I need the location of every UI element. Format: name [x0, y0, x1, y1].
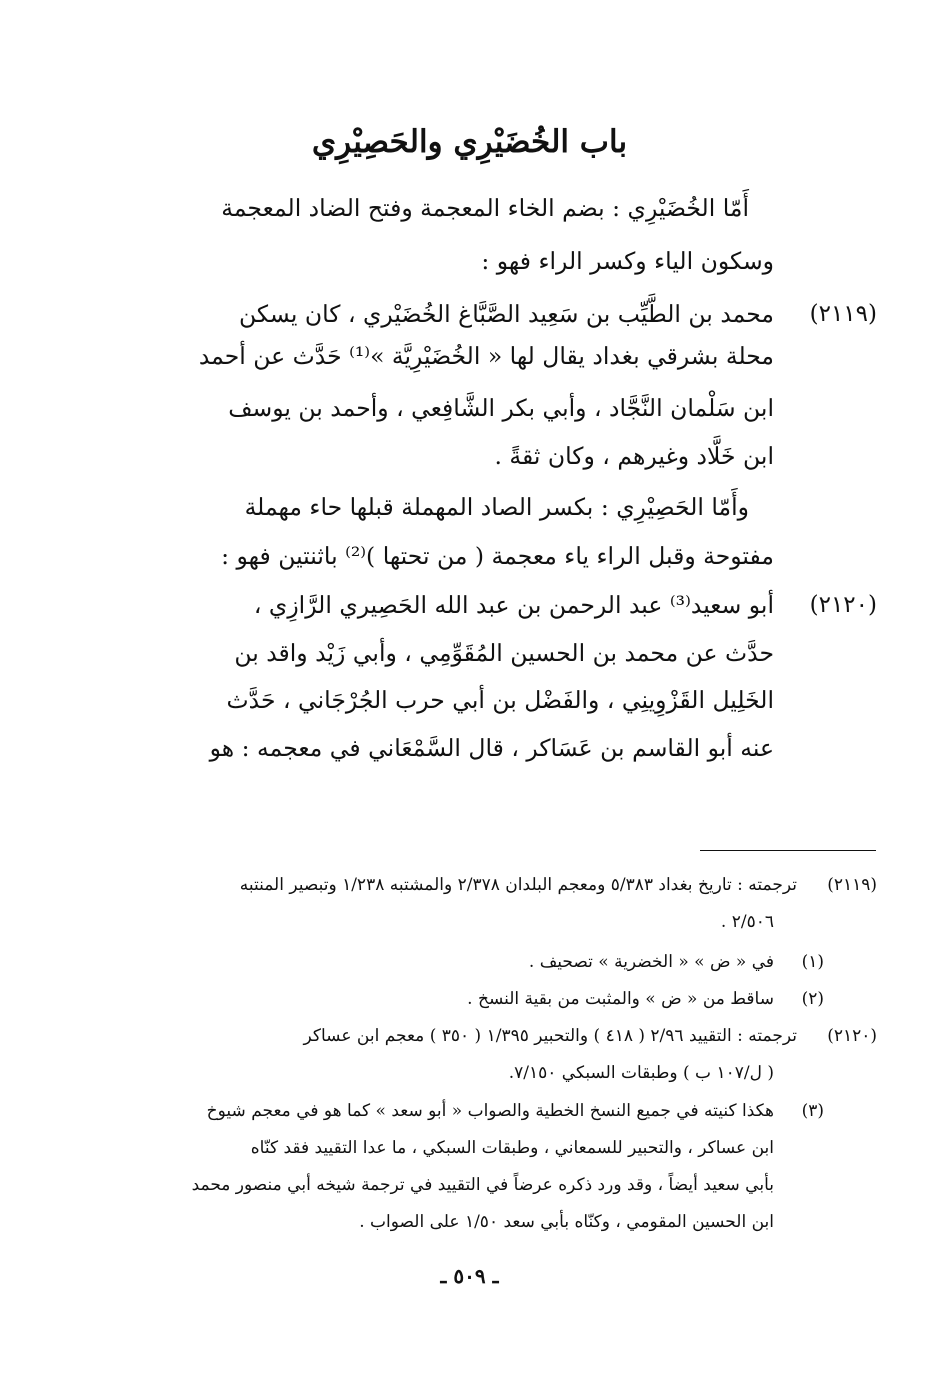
footnote-mark: (١): [801, 952, 824, 972]
footnote-text: ترجمته : التقييد ٢/٩٦ ( ٤١٨ ) والتحبير ١/٣٩٥ ( ٣٥٠ ) معجم ابن عساكر: [303, 1026, 797, 1046]
footnote-text: ( ل/١٠٧ ب ) وطبقات السبكي ٧/١٥٠.: [508, 1063, 774, 1083]
footnote-text: بأبي سعيد أيضاً ، وقد ورد ذكره عرضاً في التقييد في ترجمة شيخه أبي منصور محمد: [191, 1175, 774, 1195]
footnote-text: ابن عساكر ، والتحبير للسمعاني ، وطبقات السبكي ، ما عدا التقييد فقد كنّاه: [250, 1138, 774, 1158]
intro-line: وسكون الياء وكسر الراء فهو :: [481, 247, 774, 275]
entry-line: محلة بشرقي بغداد يقال لها « الخُضَيْرِيَّة »⁽¹⁾ حَدَّث عن أحمد: [198, 342, 774, 370]
footnote-text: ٢/٥٠٦ .: [720, 912, 774, 932]
entry-line: عنه أبو القاسم بن عَسَاكر ، قال السَّمْعَاني في معجمه : هو: [209, 734, 774, 762]
entry-line: ابن خَلَّاد وغيرهم ، وكان ثقةً .: [494, 442, 774, 470]
footnote-text: ابن الحسين المقومي ، وكنّاه بأبي سعد ١/٥٠ على الصواب .: [359, 1212, 774, 1232]
footnote-text: هكذا كنيته في جميع النسخ الخطية والصواب « أبو سعد » كما هو في معجم شيوخ: [206, 1101, 774, 1121]
footnote-text: ترجمته : تاريخ بغداد ٥/٣٨٣ ومعجم البلدان ٢/٣٧٨ والمشتبه ١/٢٣٨ وتبصير المنتبه: [239, 875, 797, 895]
footnote-mark: (٣): [801, 1101, 824, 1121]
footnote-mark: (٢١١٩): [827, 875, 877, 895]
entry-line: محمد بن الطَّيِّب بن سَعِيد الصَّبَّاغ الخُضَيْري ، كان يسكن: [239, 300, 774, 328]
footnote-mark: (٢): [801, 989, 824, 1009]
footnote-mark: (٢١٢٠): [827, 1026, 877, 1046]
definition-line: مفتوحة وقبل الراء ياء معجمة ( من تحتها )⁽²⁾ باثنتين فهو :: [221, 542, 774, 570]
entry-line: الخَلِيل القَزْوِينِي ، والفَضْل بن أبي حرب الجُرْجَاني ، حَدَّث: [226, 686, 774, 714]
entry-line: أبو سعيد⁽³⁾ عبد الرحمن بن عبد الله الحَصِيري الرَّازِي ،: [253, 591, 774, 619]
entry-line: ابن سَلْمان النَّجَّاد ، وأبي بكر الشَّافِعي ، وأحمد بن يوسف: [228, 394, 774, 422]
chapter-title: باب الخُضَيْرِي والحَصِيْرِي: [311, 124, 628, 160]
intro-line: أَمّا الخُضَيْرِي : بضم الخاء المعجمة وفتح الضاد المعجمة: [221, 194, 749, 222]
entry-line: حدَّث عن محمد بن الحسين المُقَوِّمِي ، وأبي زَيْد واقد بن: [234, 639, 774, 667]
page-number: ـ ٥٠٩ ـ: [440, 1264, 499, 1288]
footnote-text: في « ض » « الخضرية » تصحيف .: [528, 952, 774, 972]
definition-line: وأَمّا الحَصِيْرِي : بكسر الصاد المهملة قبلها حاء مهملة: [244, 493, 749, 521]
footnote-separator: [700, 850, 876, 851]
footnote-text: ساقط من « ض » والمثبت من بقية النسخ .: [467, 989, 774, 1009]
entry-number: (٢١٢٠): [809, 592, 877, 618]
entry-number: (٢١١٩): [809, 301, 877, 327]
